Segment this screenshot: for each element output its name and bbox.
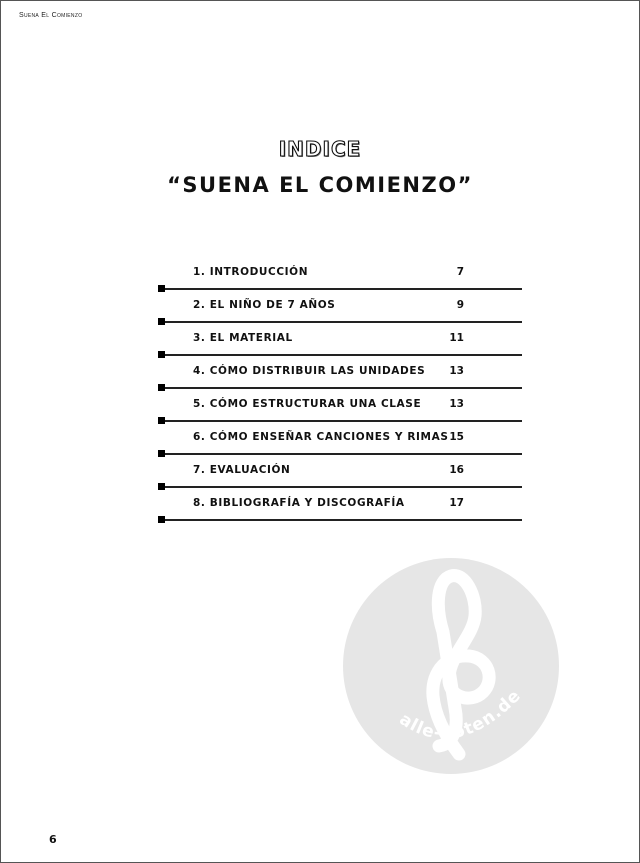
toc-rule bbox=[164, 321, 522, 323]
toc-entry bbox=[158, 292, 522, 325]
toc-rule bbox=[164, 354, 522, 356]
toc-entry-page: 11 bbox=[449, 332, 464, 344]
toc-rule bbox=[164, 486, 522, 488]
toc-bullet-icon bbox=[158, 351, 165, 358]
toc-entry-label: 7. EVALUACIÓN bbox=[193, 464, 291, 476]
toc-bullet-icon bbox=[158, 417, 165, 424]
toc-entry-label: 5. CÓMO ESTRUCTURAR UNA CLASE bbox=[193, 398, 422, 410]
toc-entry-page: 15 bbox=[449, 431, 464, 443]
running-header: Suena El Comienzo bbox=[19, 12, 83, 19]
index-heading: INDICE bbox=[278, 137, 362, 161]
toc-entry bbox=[158, 490, 522, 523]
book-title: “SUENA EL COMIENZO” bbox=[167, 173, 473, 197]
page-number: 6 bbox=[49, 833, 57, 846]
toc-entry-label: 1. INTRODUCCIÓN bbox=[193, 266, 309, 278]
table-of-contents bbox=[158, 259, 522, 523]
watermark-text: alle-noten.de bbox=[395, 685, 526, 744]
toc-entry-page: 17 bbox=[449, 497, 464, 509]
toc-bullet-icon bbox=[158, 384, 165, 391]
toc-bullet-icon bbox=[158, 516, 165, 523]
toc-rule bbox=[164, 387, 522, 389]
toc-entry-label: 4. CÓMO DISTRIBUIR LAS UNIDADES bbox=[193, 365, 426, 377]
watermark bbox=[343, 558, 559, 774]
toc-entry-label: 3. EL MATERIAL bbox=[193, 332, 293, 344]
toc-entry-label: 2. EL NIÑO DE 7 AÑOS bbox=[193, 299, 336, 311]
toc-entry-page: 13 bbox=[449, 365, 464, 377]
toc-entry bbox=[158, 259, 522, 292]
toc-bullet-icon bbox=[158, 318, 165, 325]
toc-entry-page: 9 bbox=[456, 299, 464, 311]
toc-entry bbox=[158, 424, 522, 457]
toc-entry-page: 13 bbox=[449, 398, 464, 410]
toc-entry-label: 6. CÓMO ENSEÑAR CANCIONES Y RIMAS bbox=[193, 431, 449, 443]
toc-entry bbox=[158, 358, 522, 391]
toc-rule bbox=[164, 288, 522, 290]
toc-entry bbox=[158, 391, 522, 424]
toc-entry-page: 16 bbox=[449, 464, 464, 476]
toc-rule bbox=[164, 453, 522, 455]
toc-bullet-icon bbox=[158, 483, 165, 490]
toc-entry-page: 7 bbox=[456, 266, 464, 278]
toc-rule bbox=[164, 519, 522, 521]
toc-entry-label: 8. BIBLIOGRAFÍA Y DISCOGRAFÍA bbox=[193, 497, 405, 509]
toc-bullet-icon bbox=[158, 285, 165, 292]
toc-bullet-icon bbox=[158, 450, 165, 457]
toc-rule bbox=[164, 420, 522, 422]
toc-entry bbox=[158, 457, 522, 490]
toc-entry bbox=[158, 325, 522, 358]
